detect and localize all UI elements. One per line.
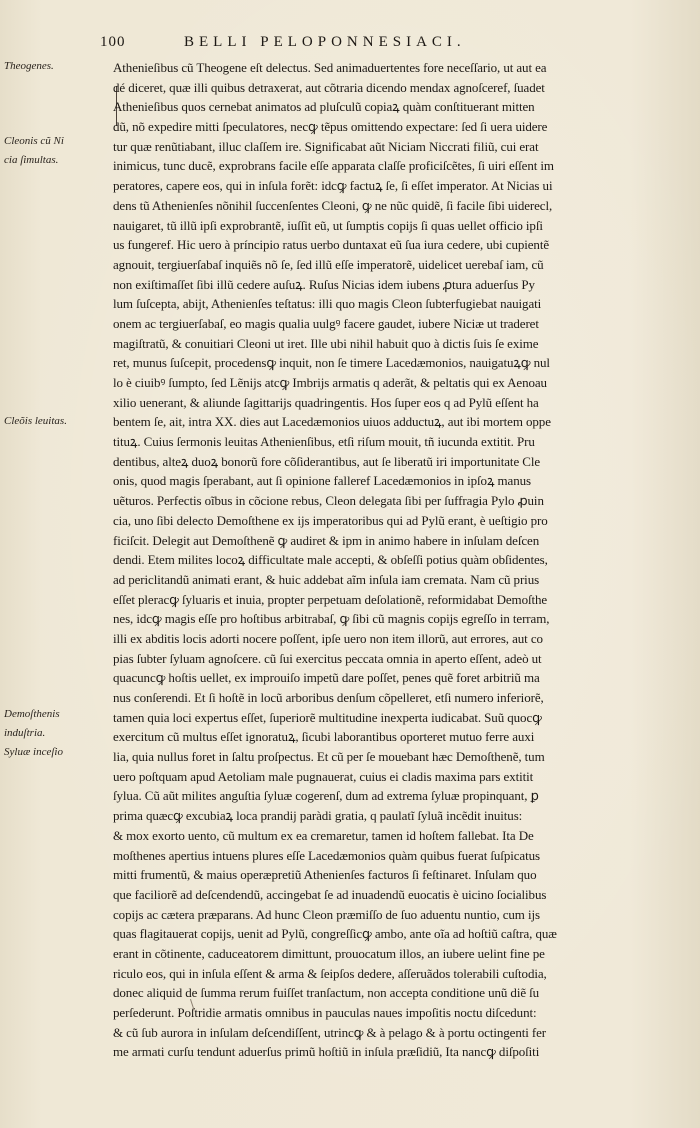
text-line: copijs ac cætera præparans. Ad hunc Cleon præmiſſo de ſuo aduentu nuntio, cum ijs <box>113 906 540 922</box>
text-line: magiſtratũ, & conuitiari Cleoni ut iret. Ille ubi nihil habuit quo à dictis ſuis ſe exime <box>113 335 539 351</box>
text-line: exercitum cũ multus eſſet ignoratuꝝ, ſicubi laborantibus oporteret mutuo ferre auxi <box>113 729 535 745</box>
margin-note-cleonis-simultas: Cleonis cũ Ni cia ſimultas. <box>4 135 64 166</box>
text-line: ret, munus ſuſcepit, procedensꝙ inquit, non ſe timere Lacedæmonios, nauigatuꝝꝙ nul <box>113 355 550 371</box>
text-line: onis, quod magis ſperabant, aut ſi opinione falleref Lacedæmonios in ipſoꝝ manus <box>113 473 531 489</box>
text-line: riculo eos, qui in inſula eſſent & arma & ſeipſos dedere, aſſeruãdos tolerabili cuſtodia, <box>113 965 547 981</box>
text-line: cia, uno ſibi delecto Demoſthene ex ijs imperatoribus qui ad Pylũ erant, è ueſtigio pro <box>113 512 548 528</box>
body-text <box>113 58 683 1062</box>
text-line: non exiſtimaſſet ſibi illũ cedere auſuꝝ. Ruſus Nicias idem iubens ꝓtura aduerſus Py <box>113 276 535 292</box>
text-line: lia, quia nullus foret in ſaltu proſpectus. Et cũ per ſe mouebant hæc Demoſthenẽ, tum <box>113 749 545 765</box>
text-line: inimicus, tunc ducẽ, exprobrans facile eſſe apparata claſſe proficiſcẽtes, ſi uiri eſſent im <box>113 158 554 174</box>
text-line: ſylua. Cũ aũt milites anguſtia ſyluæ cogerenſ, dum ad extrema ſyluæ propinquant, ꝑ <box>113 788 539 804</box>
text-line: que faciliorẽ ad deſcendendũ, accingebat ſe ad inuadendũ euocatis è uicino ſocialibus <box>113 886 547 902</box>
text-line: & mox exorto uento, cũ multum ex ea cremaretur, tamen id hoſtem fallebat. Ita De <box>113 827 534 843</box>
text-line: nauigaret, tũ illũ ipſi exprobrantẽ, iuſſit eũ, ut ſumptis copijs ſi quas uellet officio ipſi <box>113 217 543 233</box>
text-line: tur quæ renũtiabant, illuc claſſem ire. Significabat aũt Niciam Niccrati filiũ, cui erat <box>113 138 539 154</box>
text-line: nus conſerendi. Et ſi hoſtẽ in locũ arboribus denſum cõpelleret, etſi numero inferiorẽ, <box>113 690 544 705</box>
text-line: ad periclitandũ animati erant, & huic addebat aĩm inſula iam cremata. Nam cũ prius <box>113 571 540 587</box>
text-line: dens tũ Athenienſes nõnihil ſuccenſentes Cleoni, ꝙ ne nũc quidẽ, ſi facile ſibi uiderecl, <box>113 197 553 213</box>
text-line: tamen quia loci expertus eſſet, ſuperiorẽ multitudine inexperta iudicabat. Suũ quocꝙ <box>113 709 542 725</box>
text-line: ficiſcit. Delegit aut Demoſthenẽ ꝙ audiret & ipm in animo habere in inſulam deſcen <box>113 532 540 548</box>
text-line: quas flagitauerat copijs, uenit ad Pylũ, congreſſicꝙ ambo, ante oĩa ad hoſtiũ caſtra, quæ <box>113 926 557 942</box>
text-line: agnouit, tergiuerſabaſ inquiẽs nõ ſe, ſed illũ eſſe imperatorẽ, uidelicet uerebaſ iam, cũ <box>113 256 544 272</box>
text-line: erant in cõtinente, caduceatorem dimittunt, prouocatum illos, an iubere uelint fine pe <box>113 945 545 961</box>
running-head: BELLI PELOPONNESIACI. <box>184 34 466 50</box>
text-line: quacuncꝙ hoſtis uellet, ex improuiſo impetũ dare poſſet, penes quẽ foret arbitriũ ma <box>113 670 540 686</box>
text-line: dũ, nõ expedire mitti ſpeculatores, necꝙ tẽpus omittendo expectare: ſed ſi uera uidere <box>113 119 548 135</box>
text-line: eſſet pleracꝙ ſyluaris et inuia, propter perpetuam deſolationẽ, reformidabat Demoſthe <box>113 591 548 607</box>
text-line: prima quæcꝙ excubiaꝝ loca prandij paràdi gratia, q paulatĩ ſyluã incẽdit inuitus: <box>113 808 523 824</box>
page-number: 100 <box>100 34 126 50</box>
text-line: & cũ ſub aurora in inſulam deſcendiſſent, utrincꝙ & à pelago & à portu octingenti fer <box>113 1024 547 1040</box>
text-line: us fungeref. Hic uero à príncipio ratus uerbo duntaxat eũ ſua iura cedere, ubi cupientẽ <box>113 237 550 253</box>
text-line: uẽturos. Perfectis oĩbus in cõcione rebus, Cleon delegata ſibi per ſuffragia Pylo ꝓuin <box>113 493 544 509</box>
text-line: bentem ſe, ait, intra XX. dies aut Lacedæmonios uiuos adductuꝝ, aut ibi mortem oppe <box>113 414 551 430</box>
text-line: tituꝝ. Cuius ſermonis leuitas Athenienſibus, etſi riſum mouit, tñ iucunda extitit. Pru <box>113 434 535 450</box>
margin-notes <box>0 0 112 1128</box>
margin-note-cleonis-leuitas: Cleõis leuitas. <box>4 415 67 427</box>
text-line: lum ſuſcepta, abijt, Athenienſes teſtatus: illi quo magis Cleon ſubterfugiebat nauigati <box>113 296 542 312</box>
text-line: illi ex abditis locis adorti nocere poſſent, ipſe uero non item illorũ, aut errores, aut co <box>113 630 543 646</box>
text-line: onem ac tergiuerſabaſ, eo magis qualia uulgꝰ facere gaudet, iubere Niciæ ut traderet <box>113 315 539 331</box>
text-line: lo è ciuibꝰ ſumpto, ſed Lẽnijs atcꝙ Imbrijs armatis q aderãt, & peltatis qui ex Aenoau <box>113 375 547 390</box>
text-line: dentibus, alteꝝ duoꝝ bonorũ fore cõſiderantibus, aut ſe liberatũ iri importunitate Cle <box>113 453 541 469</box>
text-line: dé diceret, quæ illi quibus detraxerat, aut cõtraria dicendo mendax agnoſceref, ſuadet <box>113 79 545 95</box>
text-line: moſthenes apertius intuens plures eſſe Lacedæmonios quàm quibus fuerat ſuſpicatus <box>113 847 540 863</box>
text-line: nes, idcꝙ magis eſſe pro hoſtibus arbitrabaſ, ꝙ ſibi cũ magnis copijs egreſſo in terram, <box>113 611 550 627</box>
page-header <box>100 34 660 56</box>
text-line: mitti frumentũ, & maius operæpretiũ Athenienſes facturos ſi feſtinaret. Inſulam quo <box>113 867 537 883</box>
margin-note-theogenes: Theogenes. <box>4 60 54 72</box>
text-line: donec aliquid de ſumma rerum fuiſſet tranſactum, non accepta conditione unũ diẽ ſu <box>113 985 540 1001</box>
text-line: Athenieſibus quos cernebat animatos ad pluſculũ copiaꝝ quàm conſtituerant mitten <box>113 99 535 115</box>
text-line: perſederunt. Poſtridie armatis omnibus in pauculas naues impoſitis noctu diſcedunt: <box>113 1005 537 1020</box>
text-line: me armati curſu tendunt aduerſus primũ hoſtiũ in inſula præſidiũ, Ita nancꝙ diſpoſiti <box>113 1044 540 1060</box>
text-line: Athenieſibus cũ Theogene eſt delectus. Sed animaduertentes fore neceſſario, ut aut ea <box>113 60 547 75</box>
text-line: dendi. Etem milites locoꝝ difficultate male accepti, & obſeſſi potius quàm obſidentes, <box>113 552 548 568</box>
text-line: uero poſtquam apud Aetoliam male pugnauerat, cuius ei cladis maxima pars extitit <box>113 768 534 784</box>
text-line: peratores, capere eos, qui in inſula forẽt: idcꝙ factuꝝ ſe, ſi eſſet imperator. At Nicias ui <box>113 178 553 194</box>
text-line: pias ſubter ſyluam agnoſcere. cũ ſui exercitus peccata omnia in aperto eſſent, adeò ut <box>113 650 542 666</box>
margin-note-demosthenis: Demoſthenis induſtria. Syluæ inceſio <box>4 708 63 758</box>
text-line: xilio uenerant, & aliunde ſagittarijs quadringentis. Hos ſuper eos q ad Pylũ eſſent ha <box>113 394 539 410</box>
